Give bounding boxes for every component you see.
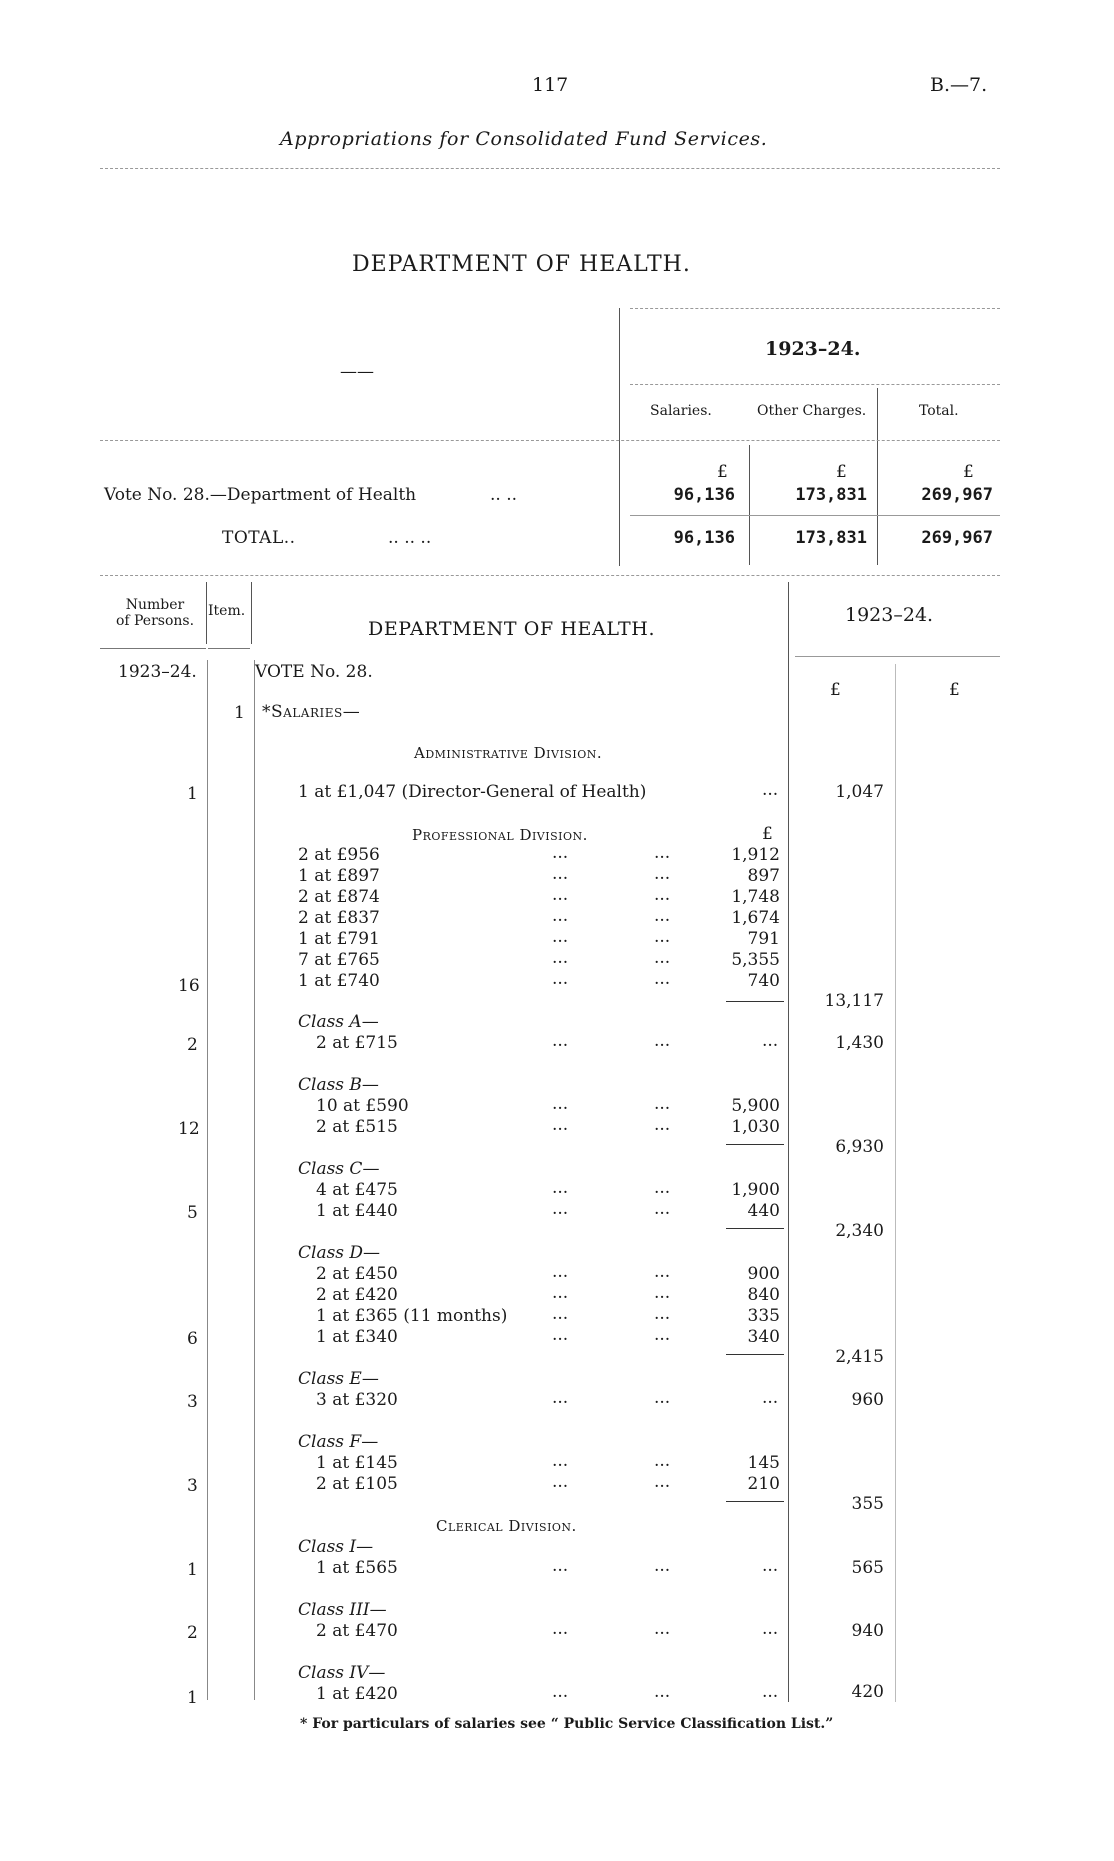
- summary-year-rule: [630, 384, 1000, 385]
- admin-line: 1 at £1,047 (Director-General of Health): [298, 782, 647, 802]
- class-a-count: 2: [187, 1035, 198, 1055]
- prof-row-label: 7 at £765: [298, 950, 380, 970]
- prof-row-label: 2 at £837: [298, 908, 380, 928]
- class-f-row-label: 1 at £145: [316, 1453, 398, 1473]
- class-b-subtotal-rule: [726, 1144, 784, 1145]
- class-f-dots: ...: [552, 1472, 569, 1492]
- class-c-dots: ...: [654, 1199, 671, 1219]
- class-e-dots: ...: [552, 1388, 569, 1408]
- prof-currency: £: [762, 824, 773, 844]
- class-c-row-label: 1 at £440: [316, 1201, 398, 1221]
- prof-row-label: 2 at £956: [298, 845, 380, 865]
- detail-col-line-amount: [788, 582, 789, 1702]
- vote-leader: .. ..: [490, 485, 518, 505]
- class-b-dots: ...: [654, 1115, 671, 1135]
- class-d-dots: ...: [654, 1283, 671, 1303]
- class-i-total: 565: [851, 1558, 884, 1578]
- class-d-dots: ...: [552, 1304, 569, 1324]
- currency-total: £: [963, 462, 974, 482]
- class-f-row-amount: 145: [747, 1453, 780, 1473]
- total-label: TOTAL..: [222, 528, 296, 548]
- class-f-total: 355: [851, 1494, 884, 1514]
- detail-year-right: 1923–24.: [845, 604, 934, 626]
- class-i-dots: ...: [762, 1556, 779, 1576]
- class-f-subtotal-rule: [726, 1501, 784, 1502]
- class-c-dots: ...: [552, 1178, 569, 1198]
- vote-total: 269,967: [921, 485, 993, 505]
- class-c-heading: Class C—: [298, 1159, 380, 1179]
- class-b-row-label: 2 at £515: [316, 1117, 398, 1137]
- class-a-dots: ...: [552, 1031, 569, 1051]
- class-iv-heading: Class IV—: [298, 1663, 386, 1683]
- prof-count: 16: [178, 976, 200, 996]
- class-c-row-amount: 1,900: [731, 1180, 780, 1200]
- class-iii-total: 940: [851, 1621, 884, 1641]
- class-f-dots: ...: [552, 1451, 569, 1471]
- vote-other: 173,831: [795, 485, 867, 505]
- class-iv-total: 420: [851, 1682, 884, 1702]
- page-subtitle: Appropriations for Consolidated Fund Services.: [280, 128, 768, 150]
- col-item: Item.: [208, 603, 246, 619]
- total-leader: .. .. ..: [388, 528, 432, 548]
- class-b-total: 6,930: [835, 1137, 884, 1157]
- class-iv-dots: ...: [654, 1682, 671, 1702]
- currency-salaries: £: [717, 462, 728, 482]
- prof-row-dots: ...: [654, 969, 671, 989]
- class-b-row-label: 10 at £590: [316, 1096, 409, 1116]
- class-i-dots: ...: [552, 1556, 569, 1576]
- class-c-row-label: 4 at £475: [316, 1180, 398, 1200]
- class-f-count: 3: [187, 1476, 198, 1496]
- prof-row-amount: 897: [747, 866, 780, 886]
- prof-row-dots: ...: [552, 843, 569, 863]
- page-number: 117: [532, 74, 569, 96]
- detail-currency-a: £: [830, 680, 841, 700]
- admin-count: 1: [187, 784, 198, 804]
- class-d-count: 6: [187, 1329, 198, 1349]
- summary-top-rule: [630, 308, 1000, 309]
- prof-row-dots: ...: [552, 927, 569, 947]
- prof-row-dots: ...: [552, 906, 569, 926]
- class-d-row-label: 2 at £450: [316, 1264, 398, 1284]
- class-c-dots: ...: [654, 1178, 671, 1198]
- class-f-dots: ...: [654, 1472, 671, 1492]
- professional-division: Professional Division.: [412, 826, 588, 844]
- item-number: 1: [234, 703, 245, 723]
- clerical-division: Clerical Division.: [436, 1517, 577, 1535]
- class-c-subtotal-rule: [726, 1228, 784, 1229]
- prof-row-dots: ...: [654, 927, 671, 947]
- document-ref: B.—7.: [930, 74, 988, 96]
- detail-col-line-total: [895, 664, 896, 1702]
- prof-row-dots: ...: [552, 948, 569, 968]
- detail-head-rule-1: [100, 648, 206, 649]
- class-d-dots: ...: [552, 1325, 569, 1345]
- admin-division: Administrative Division.: [414, 744, 603, 762]
- summary-divider: [619, 308, 620, 566]
- summary-dash-cell: ——: [340, 362, 374, 382]
- detail-top-rule: [100, 575, 1000, 576]
- class-iii-heading: Class III—: [298, 1600, 387, 1620]
- prof-row-label: 1 at £740: [298, 971, 380, 991]
- class-iv-line: 1 at £420: [316, 1684, 398, 1704]
- total-total: 269,967: [921, 528, 993, 548]
- class-c-dots: ...: [552, 1199, 569, 1219]
- class-f-row-label: 2 at £105: [316, 1474, 398, 1494]
- currency-other: £: [836, 462, 847, 482]
- class-d-row-amount: 335: [747, 1306, 780, 1326]
- class-d-subtotal-rule: [726, 1354, 784, 1355]
- prof-row-dots: ...: [654, 864, 671, 884]
- class-iv-dots: ...: [552, 1682, 569, 1702]
- class-d-dots: ...: [654, 1262, 671, 1282]
- prof-row-amount: 1,912: [731, 845, 780, 865]
- prof-row-dots: ...: [552, 864, 569, 884]
- detail-currency-b: £: [949, 680, 960, 700]
- prof-row-dots: ...: [552, 885, 569, 905]
- class-f-heading: Class F—: [298, 1432, 379, 1452]
- footnote: * For particulars of salaries see “ Public Service Classification List.”: [300, 1716, 834, 1732]
- class-a-dots: ...: [654, 1031, 671, 1051]
- class-e-total: 960: [851, 1390, 884, 1410]
- vote-salaries: 96,136: [673, 485, 735, 505]
- class-iii-dots: ...: [552, 1619, 569, 1639]
- summary-title: DEPARTMENT OF HEALTH.: [352, 252, 691, 277]
- prof-row-amount: 740: [747, 971, 780, 991]
- class-e-dots: ...: [654, 1388, 671, 1408]
- class-c-total: 2,340: [835, 1221, 884, 1241]
- prof-subtotal-rule: [726, 1001, 784, 1002]
- class-d-dots: ...: [654, 1304, 671, 1324]
- detail-title: DEPARTMENT OF HEALTH.: [368, 618, 656, 640]
- summary-col-line-2: [877, 388, 878, 565]
- prof-row-dots: ...: [654, 906, 671, 926]
- class-iv-count: 1: [187, 1688, 198, 1708]
- class-iii-count: 2: [187, 1623, 198, 1643]
- class-d-dots: ...: [552, 1283, 569, 1303]
- prof-total: 13,117: [824, 991, 884, 1011]
- admin-total: 1,047: [835, 782, 884, 802]
- class-a-total: 1,430: [835, 1033, 884, 1053]
- class-b-dots: ...: [552, 1094, 569, 1114]
- class-d-heading: Class D—: [298, 1243, 381, 1263]
- detail-col-line-desc: [254, 660, 255, 1700]
- class-d-dots: ...: [654, 1325, 671, 1345]
- detail-head-rule-3: [795, 656, 1000, 657]
- total-other: 173,831: [795, 528, 867, 548]
- detail-head-rule-2: [208, 648, 250, 649]
- class-d-row-amount: 340: [747, 1327, 780, 1347]
- summary-col-line-1: [749, 445, 750, 565]
- class-b-heading: Class B—: [298, 1075, 379, 1095]
- prof-row-label: 1 at £791: [298, 929, 380, 949]
- prof-row-label: 1 at £897: [298, 866, 380, 886]
- class-a-line: 2 at £715: [316, 1033, 398, 1053]
- class-b-row-amount: 1,030: [731, 1117, 780, 1137]
- class-b-count: 12: [178, 1119, 200, 1139]
- detail-col-line-desc-top: [251, 582, 252, 644]
- prof-row-amount: 5,355: [731, 950, 780, 970]
- admin-dots: ...: [762, 780, 779, 800]
- class-d-dots: ...: [552, 1262, 569, 1282]
- class-i-dots: ...: [654, 1556, 671, 1576]
- class-d-row-amount: 900: [747, 1264, 780, 1284]
- class-i-line: 1 at £565: [316, 1558, 398, 1578]
- class-f-row-amount: 210: [747, 1474, 780, 1494]
- class-a-dots: ...: [762, 1031, 779, 1051]
- detail-year-left: 1923–24.: [118, 662, 197, 682]
- class-f-dots: ...: [654, 1451, 671, 1471]
- class-b-dots: ...: [654, 1094, 671, 1114]
- prof-row-amount: 1,748: [731, 887, 780, 907]
- summary-header-rule: [100, 440, 1000, 441]
- class-e-dots: ...: [762, 1388, 779, 1408]
- vote-number: VOTE No. 28.: [255, 662, 373, 682]
- class-b-dots: ...: [552, 1115, 569, 1135]
- prof-row-amount: 1,674: [731, 908, 780, 928]
- summary-total-rule: [630, 515, 1000, 516]
- class-iv-dots: ...: [762, 1682, 779, 1702]
- col-total: Total.: [919, 403, 959, 419]
- col-other-charges: Other Charges.: [757, 403, 867, 419]
- class-c-row-amount: 440: [747, 1201, 780, 1221]
- class-i-count: 1: [187, 1560, 198, 1580]
- col-salaries: Salaries.: [650, 403, 712, 419]
- class-d-total: 2,415: [835, 1347, 884, 1367]
- class-d-row-label: 2 at £420: [316, 1285, 398, 1305]
- class-d-row-label: 1 at £365 (11 months): [316, 1306, 508, 1326]
- prof-row-dots: ...: [654, 948, 671, 968]
- class-d-row-label: 1 at £340: [316, 1327, 398, 1347]
- prof-row-label: 2 at £874: [298, 887, 380, 907]
- prof-row-dots: ...: [654, 843, 671, 863]
- class-e-line: 3 at £320: [316, 1390, 398, 1410]
- class-e-heading: Class E—: [298, 1369, 379, 1389]
- class-a-heading: Class A—: [298, 1012, 379, 1032]
- salaries-heading: *Salaries—: [262, 702, 361, 722]
- class-i-heading: Class I—: [298, 1537, 374, 1557]
- col-persons: of Persons.: [115, 613, 195, 629]
- prof-row-dots: ...: [654, 885, 671, 905]
- class-b-row-amount: 5,900: [731, 1096, 780, 1116]
- col-number: Number: [125, 597, 185, 613]
- class-iii-dots: ...: [762, 1619, 779, 1639]
- class-e-count: 3: [187, 1392, 198, 1412]
- class-iii-dots: ...: [654, 1619, 671, 1639]
- prof-row-dots: ...: [552, 969, 569, 989]
- class-d-row-amount: 840: [747, 1285, 780, 1305]
- total-salaries: 96,136: [673, 528, 735, 548]
- prof-row-amount: 791: [747, 929, 780, 949]
- vote-label: Vote No. 28.—Department of Health: [104, 485, 417, 505]
- class-c-count: 5: [187, 1203, 198, 1223]
- summary-year: 1923–24.: [765, 338, 861, 360]
- header-rule: [100, 168, 1000, 169]
- detail-col-line-persons: [207, 660, 208, 1700]
- class-iii-line: 2 at £470: [316, 1621, 398, 1641]
